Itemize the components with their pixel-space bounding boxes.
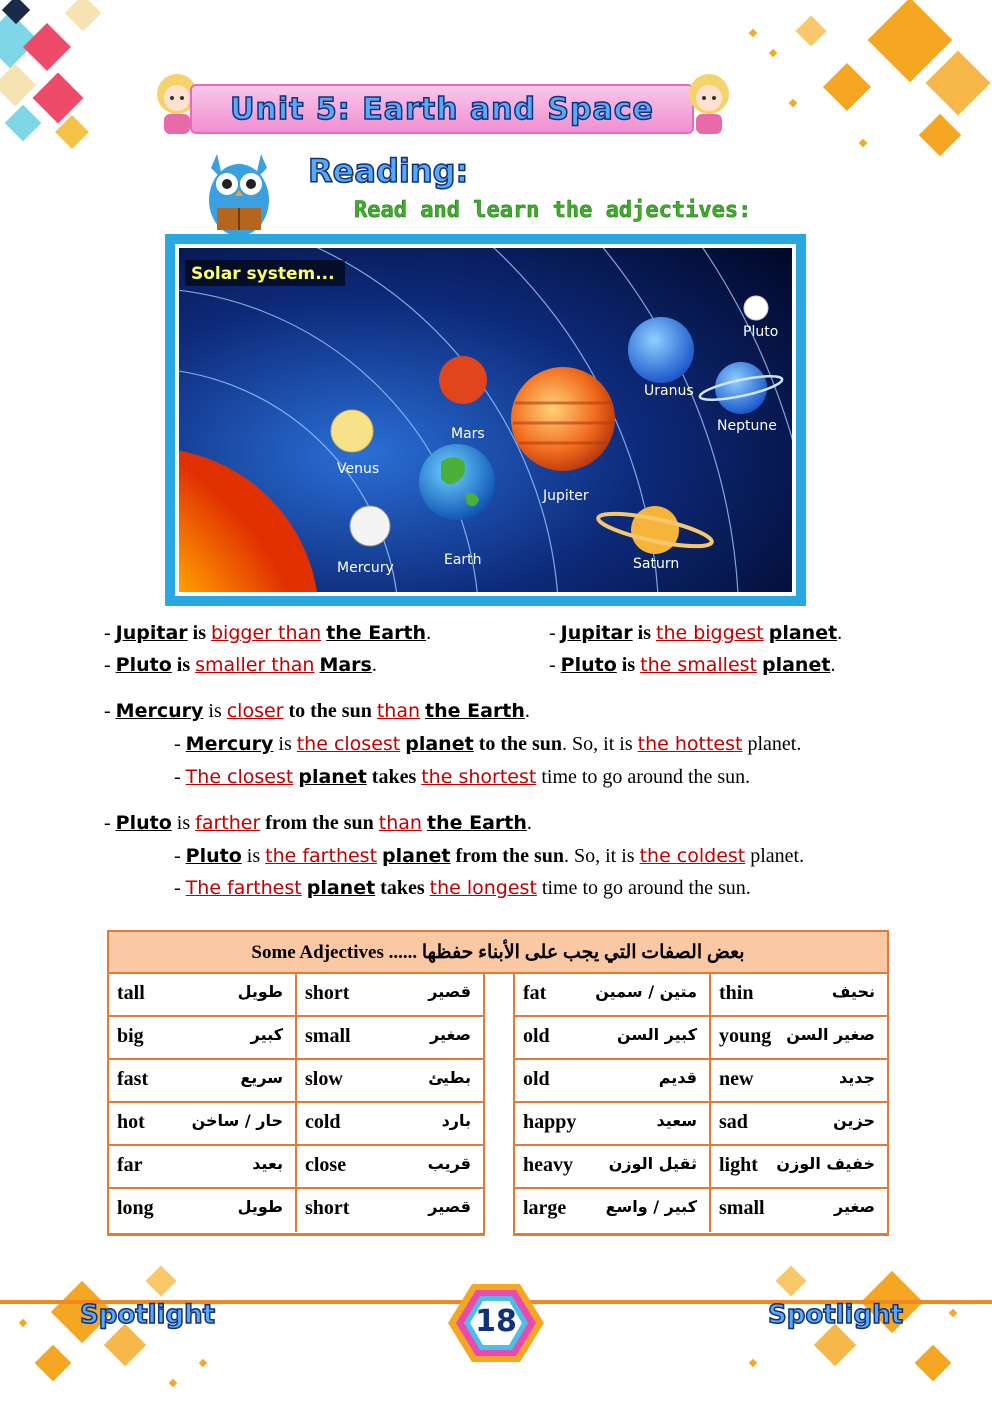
adjective-arabic: صغير	[834, 1197, 875, 1216]
brand-left: Spotlight	[80, 1300, 216, 1330]
mars-label: Mars	[451, 426, 485, 442]
sentence-9: - Pluto is the farthest planet from the sun. So, it is the coldest planet.	[174, 845, 805, 867]
reading-title: Reading:	[308, 152, 469, 190]
page-number-badge	[446, 1280, 546, 1366]
table-cell	[711, 1103, 887, 1146]
table-cell	[515, 1017, 711, 1060]
adjective-english: cold	[305, 1111, 341, 1133]
saturn-label: Saturn	[633, 556, 680, 572]
adjective-english: old	[523, 1068, 550, 1090]
sentence-1: - Jupitar is bigger than the Earth.	[104, 622, 432, 644]
adjective-arabic: طويل	[237, 982, 283, 1001]
adjective-arabic: صغير	[430, 1025, 471, 1044]
table-cell	[109, 1060, 297, 1103]
adjective-arabic: متين / سمين	[595, 982, 697, 1001]
sentence-10: - The farthest planet takes the longest time to go around the sun.	[174, 877, 751, 899]
sentence-5: - Mercury is closer to the sun than the Earth.	[104, 700, 530, 722]
reading-subtitle: Read and learn the adjectives:	[354, 198, 752, 223]
unit-title: Unit 5: Earth and Space	[230, 91, 654, 127]
table-cell	[109, 1017, 297, 1060]
table-cell	[711, 1146, 887, 1189]
adjective-english: sad	[719, 1111, 748, 1133]
adjective-english: slow	[305, 1068, 343, 1090]
table-cell	[109, 1146, 297, 1189]
adjective-english: young	[719, 1025, 772, 1047]
adjective-english: close	[305, 1154, 347, 1176]
adjective-english: far	[117, 1154, 143, 1176]
table-cell	[515, 1146, 711, 1189]
table-cell	[515, 1189, 711, 1232]
adjective-arabic: ثقيل الوزن	[608, 1154, 697, 1173]
adjective-arabic: سريع	[240, 1068, 283, 1087]
brand-right: Spotlight	[768, 1300, 904, 1330]
table-cell	[297, 1146, 483, 1189]
table-cell	[515, 974, 711, 1017]
adjective-arabic: قريب	[427, 1154, 471, 1173]
adjective-arabic: بعيد	[252, 1154, 283, 1173]
adjective-arabic: قصير	[428, 982, 471, 1001]
table-cell	[297, 974, 483, 1017]
table-cell	[297, 1017, 483, 1060]
table-cell	[297, 1060, 483, 1103]
adjective-english: heavy	[523, 1154, 573, 1176]
adjective-english: happy	[523, 1111, 577, 1133]
table-block-right	[513, 974, 889, 1236]
adjective-english: thin	[719, 982, 754, 1004]
table-cell	[297, 1103, 483, 1146]
adjective-english: small	[305, 1025, 351, 1047]
adjective-arabic: سعيد	[656, 1111, 697, 1130]
uranus-label: Uranus	[644, 383, 694, 399]
table-cell	[109, 974, 297, 1017]
adjective-english: fat	[523, 982, 547, 1004]
adjective-arabic: كبير / واسع	[605, 1197, 697, 1216]
table-cell	[297, 1189, 483, 1232]
owl-reading-icon	[203, 150, 275, 240]
title-banner	[190, 84, 694, 134]
adjective-arabic: كبير السن	[616, 1025, 697, 1044]
adjective-english: large	[523, 1197, 567, 1219]
adjective-arabic: حزين	[833, 1111, 875, 1130]
adjective-english: small	[719, 1197, 765, 1219]
solar-caption: Solar system...	[191, 264, 335, 284]
table-cell	[711, 1017, 887, 1060]
sentence-4: - Pluto is the smallest planet.	[549, 654, 836, 676]
adjective-arabic: خفيف الوزن	[776, 1154, 875, 1173]
sentence-8: - Pluto is farther from the sun than the Earth.	[104, 812, 532, 834]
adjective-arabic: بارد	[441, 1111, 471, 1130]
adjective-english: short	[305, 982, 350, 1004]
girl-right-icon	[682, 70, 736, 136]
table-cell	[711, 1060, 887, 1103]
adjective-arabic: نحيف	[831, 982, 875, 1001]
adjective-arabic: طويل	[237, 1197, 283, 1216]
solar-system-image	[165, 234, 806, 606]
page-number: 18	[475, 1304, 517, 1339]
adjective-english: hot	[117, 1111, 145, 1133]
adjective-english: light	[719, 1154, 758, 1176]
neptune-label: Neptune	[717, 418, 777, 434]
sentence-3: - Pluto is smaller than Mars.	[104, 654, 377, 676]
solar-system-illustration	[179, 248, 792, 592]
adjective-arabic: حار / ساخن	[191, 1111, 283, 1130]
table-block-left	[107, 974, 485, 1236]
adjective-arabic: بطيئ	[428, 1068, 471, 1087]
venus-label: Venus	[337, 461, 380, 477]
adjective-arabic: قصير	[428, 1197, 471, 1216]
table-cell	[515, 1060, 711, 1103]
adjective-english: big	[117, 1025, 144, 1047]
sentence-2: - Jupitar is the biggest planet.	[549, 622, 843, 644]
pluto-label: Pluto	[743, 324, 779, 340]
corner-decoration-top-right	[720, 0, 992, 170]
corner-decoration-top-left	[0, 0, 120, 160]
table-cell	[711, 1189, 887, 1232]
adjective-arabic: قديم	[658, 1068, 697, 1087]
mercury-label: Mercury	[337, 560, 394, 576]
table-cell	[711, 974, 887, 1017]
earth-label: Earth	[444, 552, 482, 568]
adjective-english: old	[523, 1025, 550, 1047]
adjective-english: fast	[117, 1068, 149, 1090]
sentence-6: - Mercury is the closest planet to the sun. So, it is the hottest planet.	[174, 733, 802, 755]
adjective-english: long	[117, 1197, 154, 1219]
jupiter-label: Jupiter	[543, 488, 589, 504]
adjective-english: tall	[117, 982, 145, 1004]
adjective-english: short	[305, 1197, 350, 1219]
table-cell	[109, 1103, 297, 1146]
sentence-7: - The closest planet takes the shortest time to go around the sun.	[174, 766, 751, 788]
adjectives-table	[107, 930, 889, 1236]
adjective-arabic: صغير السن	[786, 1025, 875, 1044]
table-header: Some Adjectives ...... بعض الصفات التي يجب على الأبناء حفظها	[107, 930, 889, 974]
adjective-english: new	[719, 1068, 754, 1090]
adjective-arabic: جديد	[838, 1068, 875, 1087]
table-cell	[515, 1103, 711, 1146]
adjective-arabic: كبير	[250, 1025, 283, 1044]
table-cell	[109, 1189, 297, 1232]
